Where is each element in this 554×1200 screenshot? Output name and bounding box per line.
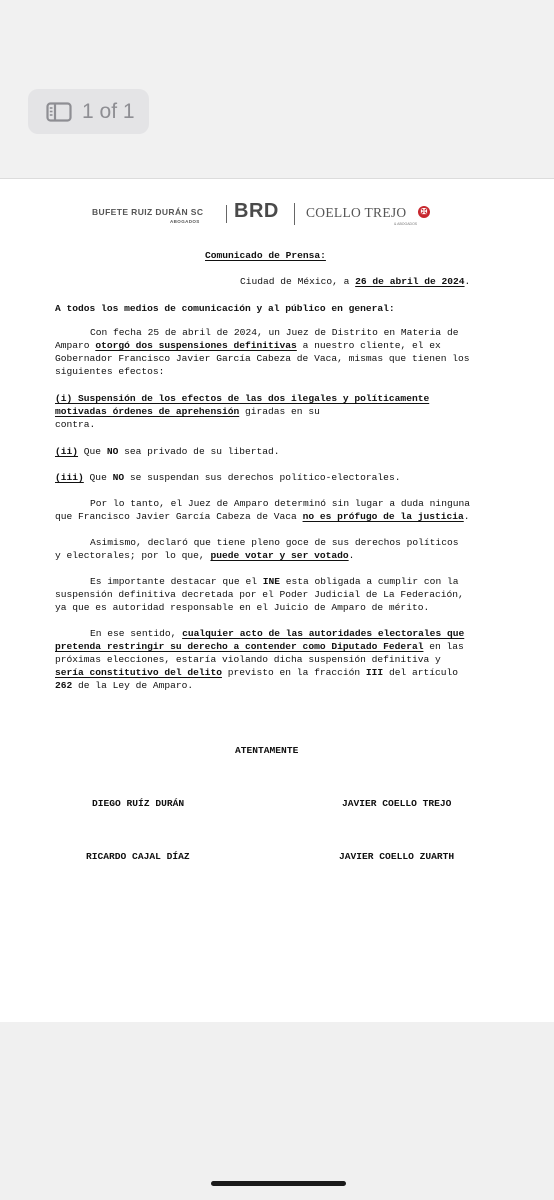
paragraph-line: ya que es autoridad responsable en el Juicio de Amparo de mérito. — [55, 602, 430, 613]
effect-item-three: (iii) Que NO se suspendan sus derechos político-electorales. — [55, 472, 401, 483]
letterhead-firm-one-sub: ABOGADOS — [170, 219, 200, 224]
paragraph-line: siguientes efectos: — [55, 366, 165, 377]
signatory-name: JAVIER COELLO ZUARTH — [339, 851, 455, 862]
document-title: Comunicado de Prensa: — [205, 250, 326, 261]
paragraph-line: sería constitutivo del delito previsto en la fracción III del artículo — [55, 667, 459, 678]
effect-item-one-line: contra. — [55, 419, 96, 430]
effect-item-two: (ii) Que NO sea privado de su libertad. — [55, 446, 280, 457]
salutation: A todos los medios de comunicación y al público en general: — [55, 303, 395, 314]
letterhead-firm-two: COELLO TREJO — [306, 205, 407, 220]
letterhead-brd-logo: BRD — [234, 200, 279, 222]
paragraph-line: próximas elecciones, estaría violando dicha suspensión definitiva y — [55, 654, 441, 665]
home-indicator[interactable] — [211, 1181, 346, 1186]
sidebar-icon — [46, 102, 72, 122]
paragraph-line: Con fecha 25 de abril de 2024, un Juez de Distrito en Materia de — [90, 327, 459, 338]
effect-item-one: (i) Suspensión de los efectos de las dos ilegales y políticamente — [55, 393, 430, 404]
paragraph-line: Asimismo, declaró que tiene pleno goce de sus derechos políticos — [90, 537, 459, 548]
paragraph-line: Gobernador Francisco Javier García Cabeza de Vaca, mismas que tienen los — [55, 353, 470, 364]
closing: ATENTAMENTE — [235, 745, 299, 756]
letterhead-divider — [226, 205, 227, 223]
paragraph-line: pretenda restringir su derecho a contender como Diputado Federal en las — [55, 641, 464, 652]
letterhead-firm-one: BUFETE RUIZ DURÁN SC — [92, 207, 204, 217]
effect-item-one-line: motivadas órdenes de aprehensión giradas en su — [55, 406, 320, 417]
signatory-name: DIEGO RUÍZ DURÁN — [92, 798, 185, 809]
signatory-name: JAVIER COELLO TREJO — [342, 798, 452, 809]
letterhead-firm-two-sub: & ABOGADOS — [394, 222, 418, 226]
page-indicator-button[interactable] — [28, 89, 149, 134]
paragraph-line: que Francisco Javier García Cabeza de Vaca no es prófugo de la justicia. — [55, 511, 470, 522]
paragraph-line: Por lo tanto, el Juez de Amparo determinó sin lugar a duda ninguna — [90, 498, 470, 509]
document-date: Ciudad de México, a 26 de abril de 2024. — [240, 276, 471, 287]
paragraph-line: y electorales; por lo que, puede votar y ser votado. — [55, 550, 355, 561]
paragraph-line: 262 de la Ley de Amparo. — [55, 680, 194, 691]
firm-seal-icon: ✠ — [418, 206, 430, 218]
viewer-background — [0, 1022, 554, 1200]
paragraph-line: En ese sentido, cualquier acto de las autoridades electorales que — [90, 628, 465, 639]
signatory-name: RICARDO CAJAL DÍAZ — [86, 851, 190, 862]
paragraph-line: Es importante destacar que el INE esta obligada a cumplir con la — [90, 576, 459, 587]
paragraph-line: suspensión definitiva decretada por el Poder Judicial de La Federación, — [55, 589, 464, 600]
paragraph-line: Amparo otorgó dos suspensiones definitivas a nuestro cliente, el ex — [55, 340, 441, 351]
letterhead-divider — [294, 203, 295, 225]
page-indicator-label: 1 of 1 — [82, 99, 135, 123]
